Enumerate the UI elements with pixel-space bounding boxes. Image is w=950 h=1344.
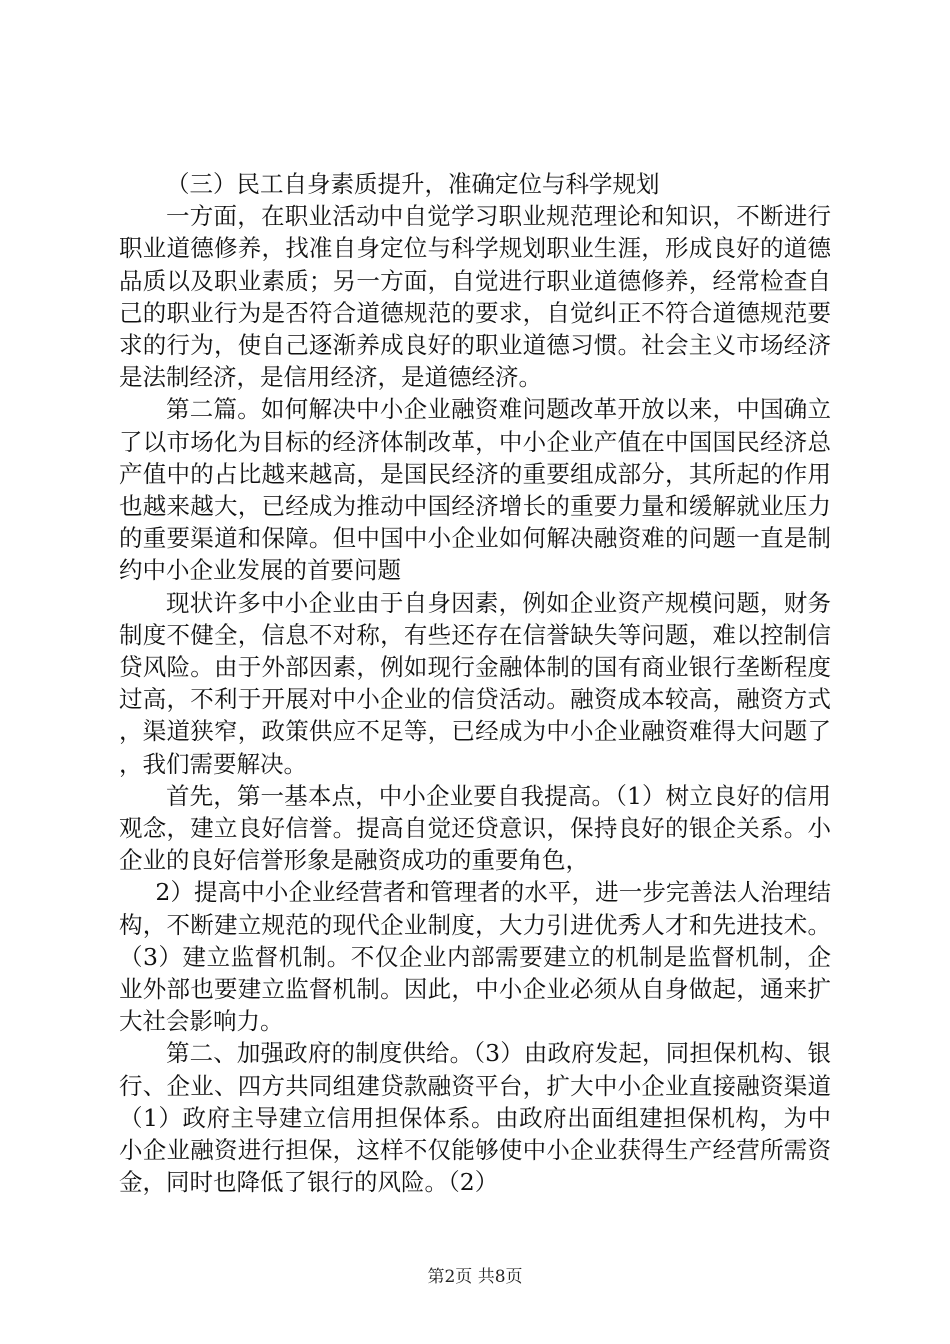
section-heading: （三）民工自身素质提升，准确定位与科学规划: [166, 170, 660, 198]
paragraph: 首先，第一基本点，中小企业要自我提高。（1）树立良好的信用观念，建立良好信誉。提高自觉还贷意识，保持良好的银企关系。小企业的良好信誉形象是融资成功的重要角色，: [119, 781, 831, 875]
paragraph: 2）提高中小企业经营者和管理者的水平，进一步完善法人治理结构，不断建立规范的现代企业制度，大力引进优秀人才和先进技术。（3）建立监督机制。不仅企业内部需要建立的机制是监督机制，企业外部也要建立监督机制。因此，中小企业必须从自身做起，通来扩大社会影响力。: [119, 878, 831, 1036]
paragraph: 现状许多中小企业由于自身因素，例如企业资产规模问题，财务制度不健全，信息不对称，有些还存在信誉缺失等问题，难以控制信贷风险。由于外部因素，例如现行金融体制的国有商业银行垄断程度过高，不利于开展对中小企业的信贷活动。融资成本较高，融资方式，渠道狭窄，政策供应不足等，已经成为中小企业融资难得大问题了，我们需要解决。: [119, 588, 831, 778]
paragraph: 第二、加强政府的制度供给。（3）由政府发起，同担保机构、银行、企业、四方共同组建贷款融资平台，扩大中小企业直接融资渠道（1）政府主导建立信用担保体系。由政府出面组建担保机构，为中小企业融资进行担保，这样不仅能够使中小企业获得生产经营所需资金，同时也降低了银行的风险。（2）: [119, 1039, 831, 1197]
document-body: [119, 168, 831, 1199]
paragraph: 第二篇。如何解决中小企业融资难问题改革开放以来，中国确立了以市场化为目标的经济体制改革，中小企业产值在中国国民经济总产值中的占比越来越高，是国民经济的重要组成部分，其所起的作用也越来越大，已经成为推动中国经济增长的重要力量和缓解就业压力的重要渠道和保障。但中国中小企业如何解决融资难的问题一直是制约中小企业发展的首要问题: [119, 395, 831, 585]
paragraph: 一方面，在职业活动中自觉学习职业规范理论和知识，不断进行职业道德修养，找准自身定位与科学规划职业生涯，形成良好的道德品质以及职业素质；另一方面，自觉进行职业道德修养，经常检查自己的职业行为是否符合道德规范的要求，自觉纠正不符合道德规范要求的行为，使自己逐渐养成良好的职业道德习惯。社会主义市场经济是法制经济，是信用经济，是道德经济。: [119, 202, 831, 392]
page-number-footer: 第2页 共8页: [427, 1267, 523, 1287]
